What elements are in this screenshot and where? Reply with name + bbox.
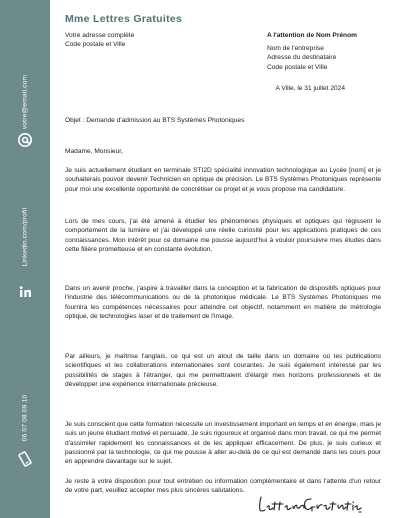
recipient-line: Nom de l'entreprise xyxy=(267,45,324,53)
letter-subject: Objet : Demande d'admission au BTS Systèmes Photoniques xyxy=(65,117,245,124)
recipient-block xyxy=(267,31,357,72)
sidebar-phone[interactable]: 06 07 08 09 10 xyxy=(21,394,29,442)
recipient-title: A l'attention de Nom Prénom xyxy=(267,32,357,39)
body-paragraph: Dans un avenir proche, j'aspire à travailler dans la conception et la fabrication de dispositifs optiques pour l'industrie des télécommunications ou de la photonique médicale. Le BTS Systèmes Photoniques me fournira les compétences nécessaires pour atteindre cet objectif, notamment en matière de métrologie optique, de technologies laser et de traitement de l'image. xyxy=(65,285,381,320)
body-paragraph: Je suis actuellement étudiant en terminale STI2D spécialité innovation technologique au Lycée [nom] et je souhaiterais pouvoir devenir Technicien en optique de précision. Le BTS Systèmes Photoniques représente pour moi une excellente opportunité de concrétiser ce projet et je vous propose ma candidature. xyxy=(65,167,381,193)
letter-greeting: Madame, Monsieur, xyxy=(65,148,123,155)
sidebar-email[interactable]: votre@email.com xyxy=(21,74,29,130)
sender-name: Mme Lettres Gratuites xyxy=(65,13,183,25)
linkedin-icon xyxy=(16,283,34,301)
body-paragraph: Je reste à votre disposition pour tout entretien ou information complémentaire et dans l'attente d'un retour de votre part, veuillez accepter mes plus sincères salutations. xyxy=(65,478,381,495)
body-paragraph: Lors de mes cours, j'ai été amené à étudier les phénomènes physiques et optiques qui régissent le comportement de la lumière et j'ai développé une réelle curiosité pour les applications pratiques de ces connaissances. Mon intérêt pour ce domaine me pousse aujourd'hui à vouloir poursuivre mes études dans cette filière prometteuse et en constante évolution. xyxy=(65,218,381,253)
letter-date: A Ville, le 31 juillet 2024 xyxy=(275,85,345,92)
body-paragraph: Je suis conscient que cette formation nécessite un investissement important en temps et en énergie, mais je suis un jeune étudiant motivé et persuadé. Je suis rigoureux et organisé dans mon travail, ce qui me permet d'assimiler rapidement les connaissances et de les appliquer efficacement. De plus, je suis curieux et passionné par la technologie, ce qui me pousse à aller au-delà de ce qui est demandé dans les cours pour en apprendre davantage sur le sujet. xyxy=(65,421,381,466)
body-paragraph: Par ailleurs, je maîtrise l'anglais, ce qui est un atout de taille dans un domaine où les publications scientifiques et les collaborations internationales sont courantes. Je suis également intéressé par les possibilités de stages à l'étranger, qui me permettraient d'élargir mes horizons professionnels et de développer une expérience internationale précieuse. xyxy=(65,353,381,388)
phone-icon xyxy=(16,450,34,468)
recipient-line: Code postale et Ville xyxy=(267,63,328,71)
sender-address-line: Code postale et Ville xyxy=(65,41,126,49)
sender-address-line: Votre adresse complète xyxy=(65,32,135,39)
sender-address xyxy=(65,31,134,49)
sidebar xyxy=(0,0,50,518)
sidebar-linkedin[interactable]: Linkedin.com/profil xyxy=(21,207,29,267)
handwritten-signature xyxy=(255,493,365,515)
recipient-line: Adresse du destinataire xyxy=(267,54,337,62)
at-icon xyxy=(16,131,34,149)
